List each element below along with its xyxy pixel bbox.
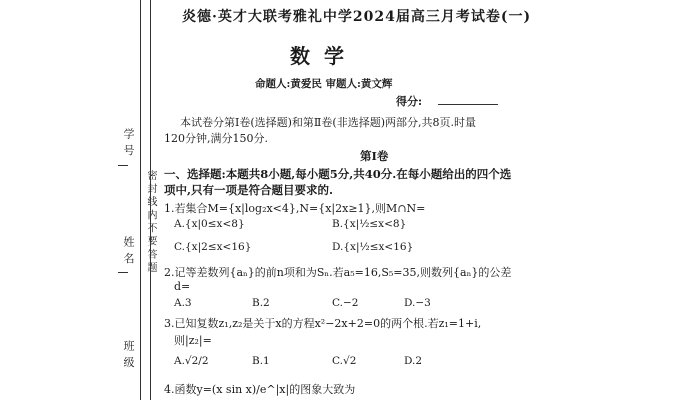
part1-title: 第Ⅰ卷 [360, 149, 389, 163]
question-3-stem: 3.已知复数z₁,z₂是关于x的方程x²−2x+2=0的两个根.若z₁=1+i, [164, 317, 482, 330]
question-2-stem: 2.记等差数列{aₙ}的前n项和为Sₙ.若a₅=16,S₅=35,则数列{aₙ}的公差 [164, 266, 512, 279]
exam-page [160, 0, 696, 400]
student-no-label: 学 号 [122, 128, 135, 157]
subject-title: 数学 [290, 44, 358, 68]
part1-instruction-1: 一、选择题:本题共8小题,每小题5分,共40分.在每小题给出的四个选 [164, 167, 512, 181]
part1-instruction-2: 项中,只有一项是符合题目要求的. [164, 183, 334, 197]
question-3-option-b: B.1 [252, 355, 270, 367]
intro-line-2: 120分钟,满分150分. [164, 132, 268, 145]
binding-margin [0, 0, 156, 400]
class-label: 班 级 [122, 340, 135, 369]
score-label: 得分: [396, 95, 423, 108]
name-label: 姓 名 [122, 236, 135, 265]
question-1-option-b: B.{x|½≤x<8} [332, 218, 407, 230]
student-no-blank [118, 165, 128, 166]
question-1-option-d: D.{x|½≤x<16} [332, 241, 414, 253]
question-2-option-c: C.−2 [332, 297, 359, 309]
question-2-option-d: D.−3 [404, 297, 431, 309]
question-4-stem: 4.函数y=(x sin x)/e^|x|的图象大致为 [164, 383, 356, 396]
question-3-option-c: C.√2 [332, 355, 357, 367]
intro-line-1: 本试卷分第Ⅰ卷(选择题)和第Ⅱ卷(非选择题)两部分,共8页.时量 [180, 116, 476, 129]
question-2-option-a: A.3 [174, 297, 192, 309]
authors-line: 命题人:黄爱民 审题人:黄文辉 [255, 78, 393, 90]
question-3-stem-cont: 则|z₂|= [174, 334, 212, 347]
question-2-stem-cont: d= [174, 280, 191, 293]
name-blank [118, 272, 128, 273]
question-1-stem: 1.若集合M={x|log₂x<4},N={x|2x≥1},则M∩N= [164, 202, 426, 215]
question-3-option-d: D.2 [404, 355, 423, 367]
score-blank [438, 104, 498, 105]
question-2-option-b: B.2 [252, 297, 270, 309]
question-3-option-a: A.√2/2 [174, 355, 209, 367]
question-1-option-c: C.{x|2≤x<16} [174, 241, 252, 253]
exam-title: 炎德·英才大联考雅礼中学2024届高三月考试卷(一) [182, 9, 532, 25]
seal-line-text: 密 封 线 内 不 要 答 题 [145, 170, 156, 273]
seal-line-right [150, 0, 151, 400]
seal-line-left [140, 0, 141, 400]
question-1-option-a: A.{x|0≤x<8} [174, 218, 245, 230]
